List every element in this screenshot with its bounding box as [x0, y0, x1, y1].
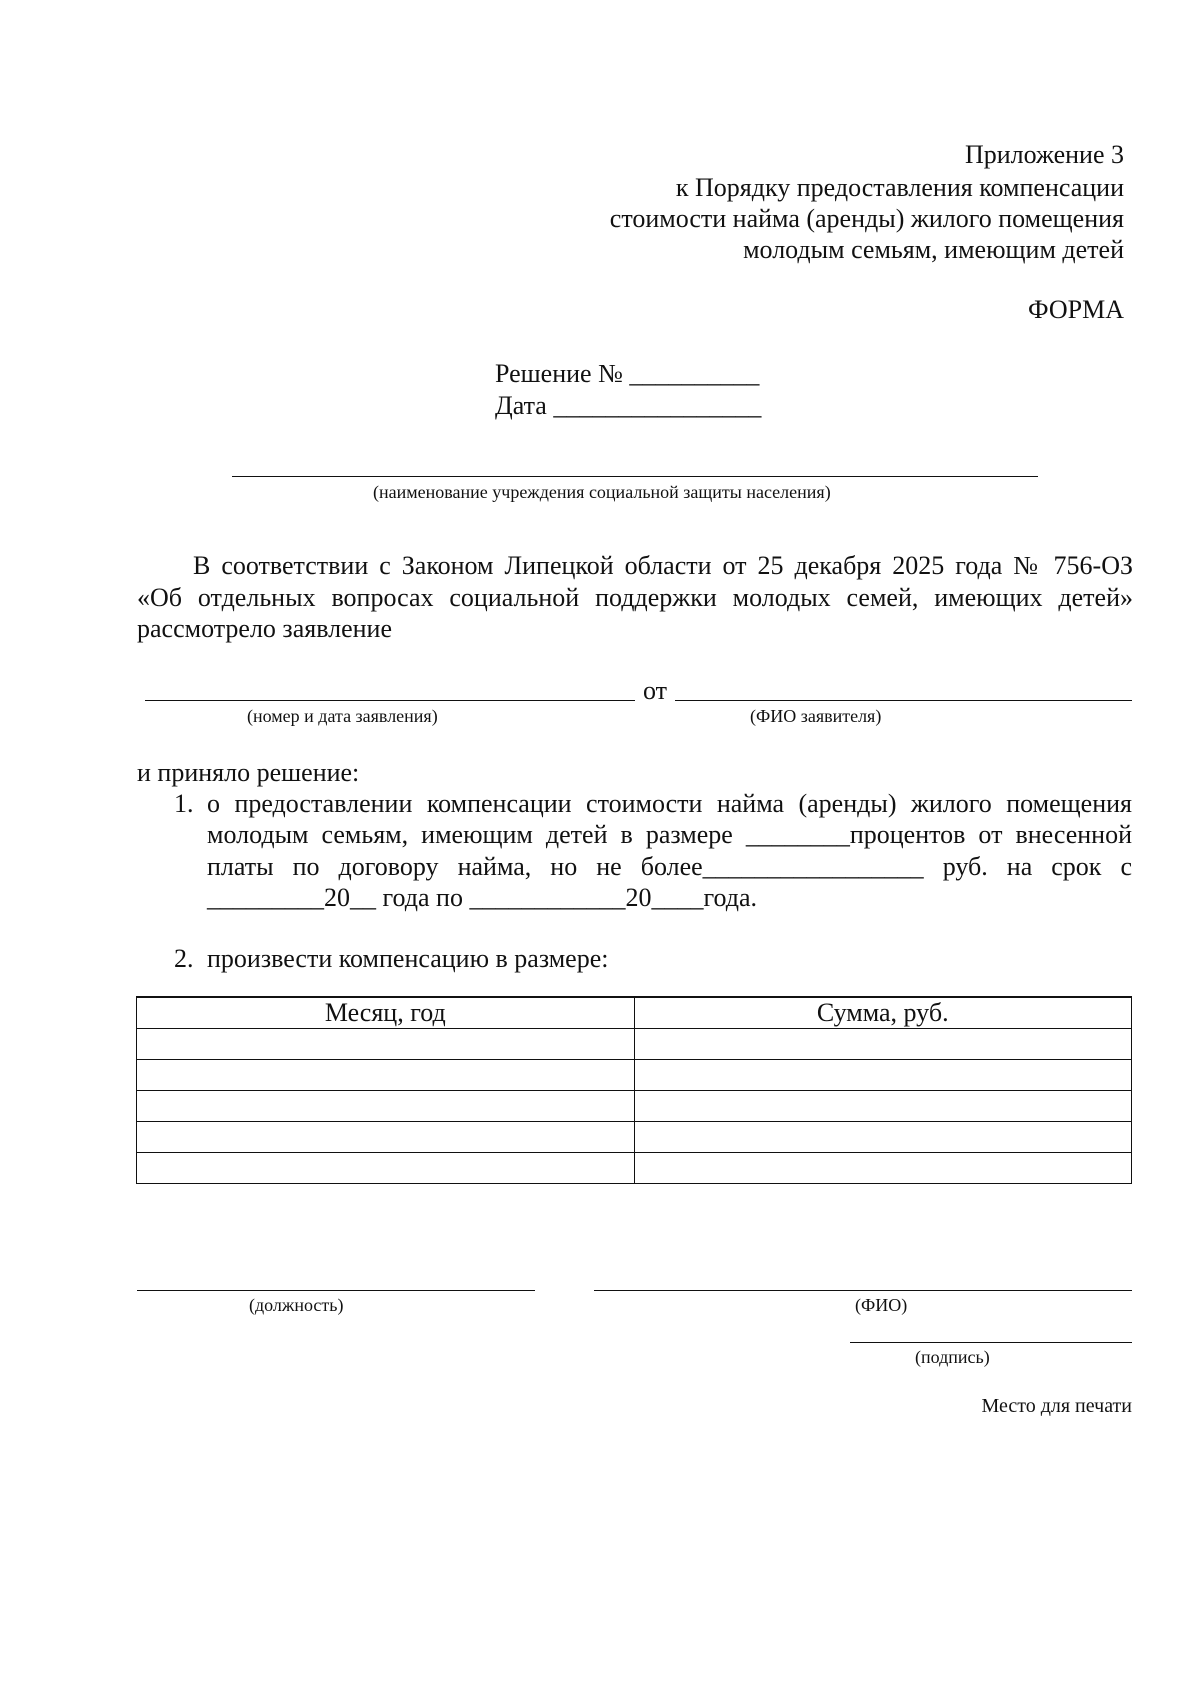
appendix-title: Приложение 3	[964, 140, 1124, 169]
table-row	[137, 1060, 1132, 1091]
decision-number-label: Решение №	[495, 359, 623, 388]
intro-line: рассмотрело заявление	[137, 614, 393, 643]
amount-cell[interactable]	[634, 1153, 1132, 1184]
stamp-place: Место для печати	[981, 1395, 1132, 1417]
month-cell[interactable]	[137, 1153, 635, 1184]
name-line[interactable]	[594, 1290, 1132, 1291]
item1-line: о предоставлении компенсации стоимости найма (аренды) жилого помещения	[207, 789, 1132, 818]
decision-date-blank[interactable]: ________________	[553, 391, 762, 420]
month-cell[interactable]	[137, 1029, 635, 1060]
table-row	[137, 1091, 1132, 1122]
decision-date	[495, 390, 761, 422]
name-caption: (ФИО)	[855, 1295, 908, 1315]
item2-text: произвести компенсацию в размере:	[207, 944, 609, 973]
signature-caption: (подпись)	[915, 1347, 990, 1367]
amount-cell[interactable]	[634, 1091, 1132, 1122]
column-header-month: Месяц, год	[137, 997, 635, 1029]
amount-cell[interactable]	[634, 1122, 1132, 1153]
decision-number	[495, 358, 759, 390]
application-number-line[interactable]	[145, 700, 635, 701]
item-number: 2.	[174, 944, 194, 973]
institution-caption: (наименование учреждения социальной защиты населения)	[373, 482, 831, 502]
decision-lead: и приняло решение:	[137, 758, 360, 787]
intro-line: «Об отдельных вопросах социальной поддержки молодых семей, имеющих детей»	[137, 583, 1133, 612]
decision-number-blank[interactable]: __________	[629, 359, 760, 388]
amount-cell[interactable]	[634, 1060, 1132, 1091]
item1-line: платы по договору найма, но не более_________________ руб. на срок с	[207, 852, 1132, 881]
month-cell[interactable]	[137, 1122, 635, 1153]
column-header-amount: Сумма, руб.	[634, 997, 1132, 1029]
table-header-row	[137, 997, 1132, 1029]
item-number: 1.	[174, 789, 194, 818]
compensation-table	[136, 996, 1132, 1184]
table-row	[137, 1029, 1132, 1060]
decision-date-label: Дата	[495, 391, 547, 420]
applicant-name-caption: (ФИО заявителя)	[750, 706, 882, 726]
institution-line[interactable]	[232, 476, 1038, 477]
position-caption: (должность)	[249, 1295, 344, 1315]
form-label: ФОРМА	[1028, 295, 1124, 324]
item1-line: молодым семьям, имеющим детей в размере ________процентов от внесенной	[207, 820, 1132, 849]
from-word: от	[643, 676, 668, 705]
applicant-name-line[interactable]	[675, 700, 1132, 701]
intro-line: В соответствии с Законом Липецкой области от 25 декабря 2025 года № 756-ОЗ	[193, 551, 1133, 580]
signature-line[interactable]	[850, 1342, 1132, 1343]
appendix-ref-line: к Порядку предоставления компенсации	[675, 173, 1124, 202]
item1-line: _________20__ года по ____________20____года.	[207, 883, 757, 912]
month-cell[interactable]	[137, 1060, 635, 1091]
amount-cell[interactable]	[634, 1029, 1132, 1060]
position-line[interactable]	[137, 1290, 535, 1291]
appendix-ref-line: стоимости найма (аренды) жилого помещения	[609, 204, 1124, 233]
application-number-caption: (номер и дата заявления)	[247, 706, 438, 726]
table-row	[137, 1153, 1132, 1184]
month-cell[interactable]	[137, 1091, 635, 1122]
table-row	[137, 1122, 1132, 1153]
appendix-ref-line: молодым семьям, имеющим детей	[743, 235, 1124, 264]
